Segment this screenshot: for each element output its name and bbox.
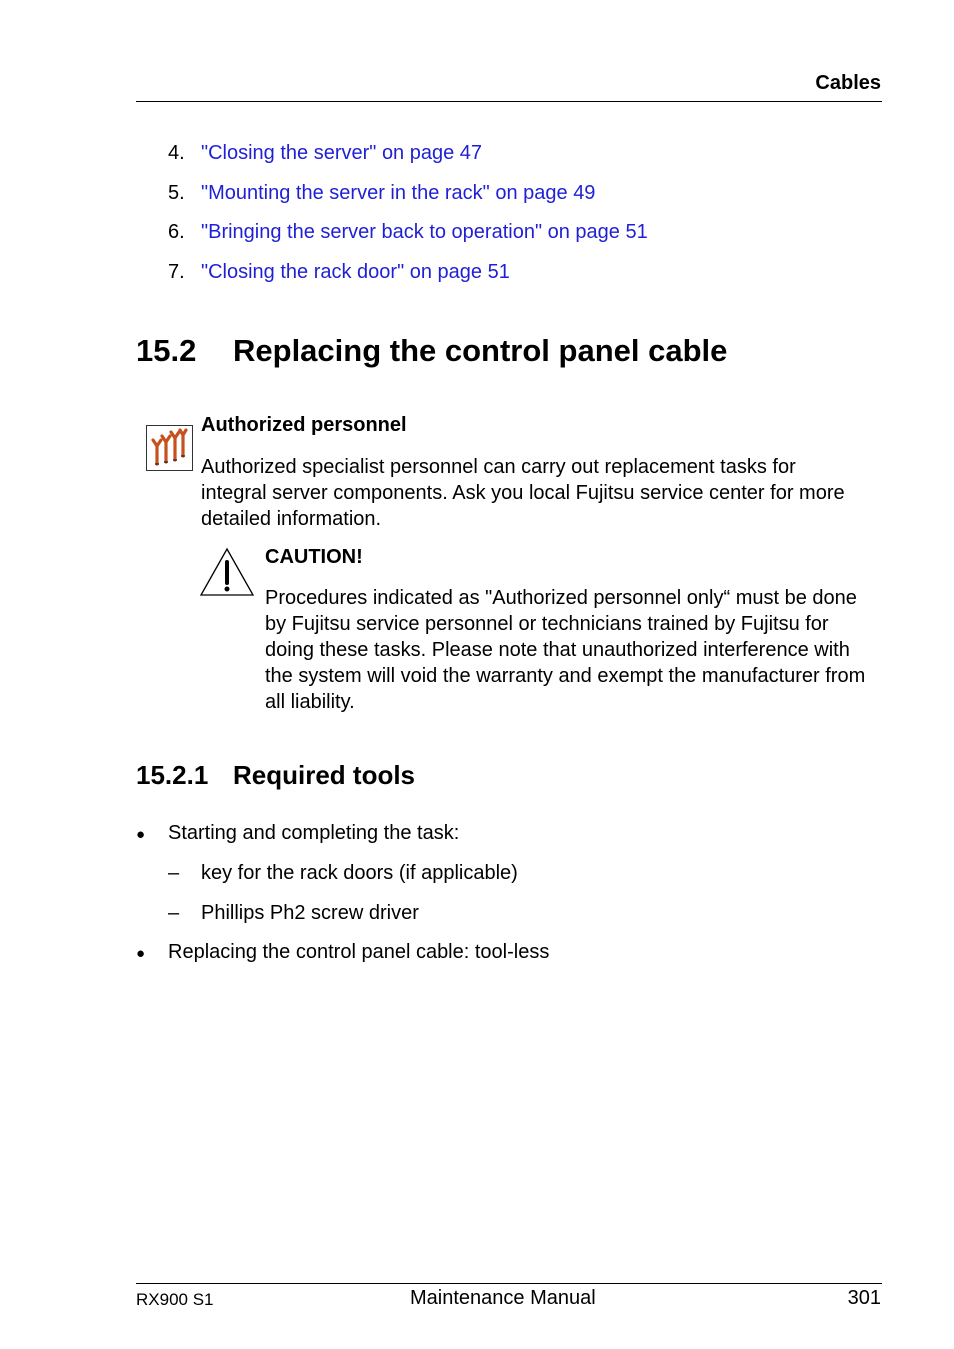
header-rule	[136, 101, 882, 102]
note-body: Authorized specialist personnel can carry out replacement tasks for integral server components. Ask you local Fujitsu service center for more detailed information.	[201, 456, 845, 530]
caution-body: Procedures indicated as "Authorized personnel only“ must be done by Fujitsu service personnel or technicians trained by Fujitsu for doing these tasks. Please note that unauthorized interference with the system will void the warranty and exempt the manufacturer from all liability.	[265, 587, 866, 713]
dash-icon: –	[168, 902, 180, 924]
list-item-text: Replacing the control panel cable: tool-less	[168, 941, 550, 963]
step-number: 7.	[168, 261, 185, 283]
subsection-number: 15.2.1	[136, 760, 209, 790]
wrench-tools-icon	[146, 425, 193, 471]
step-number: 4.	[168, 142, 185, 164]
step-number: 6.	[168, 221, 185, 243]
step-link[interactable]: "Closing the rack door" on page 51	[201, 261, 510, 283]
footer-rule	[136, 1283, 882, 1284]
note-title: Authorized personnel	[201, 414, 407, 436]
page-number: 301	[847, 1287, 881, 1309]
footer-model: RX900 S1	[136, 1290, 214, 1309]
sub-list-item-text: key for the rack doors (if applicable)	[201, 862, 518, 884]
footer-title: Maintenance Manual	[410, 1287, 596, 1309]
step-item	[168, 261, 510, 284]
sub-list-item-text: Phillips Ph2 screw driver	[201, 902, 419, 924]
subsection-title: Required tools	[233, 760, 416, 790]
list-item	[136, 822, 459, 845]
step-link[interactable]: "Mounting the server in the rack" on page 49	[201, 182, 596, 204]
list-item-text: Starting and completing the task:	[168, 822, 460, 844]
running-header: Cables	[815, 72, 881, 94]
warning-triangle-icon	[198, 546, 256, 598]
section-title: Replacing the control panel cable	[233, 333, 728, 368]
step-number: 5.	[168, 182, 185, 204]
step-link[interactable]: "Closing the server" on page 47	[201, 142, 483, 164]
caution-title: CAUTION!	[265, 546, 363, 568]
step-item	[168, 182, 595, 205]
subsection-heading	[136, 760, 415, 791]
step-item	[168, 221, 648, 244]
list-item	[136, 941, 549, 964]
section-number: 15.2	[136, 333, 197, 368]
step-item	[168, 142, 482, 165]
section-heading	[136, 333, 727, 369]
dash-icon: –	[168, 862, 180, 884]
sub-list-item	[168, 862, 518, 885]
bullet-icon: ●	[136, 945, 146, 962]
bullet-icon: ●	[136, 826, 146, 843]
step-link[interactable]: "Bringing the server back to operation" on page 51	[201, 221, 648, 243]
sub-list-item	[168, 902, 419, 925]
